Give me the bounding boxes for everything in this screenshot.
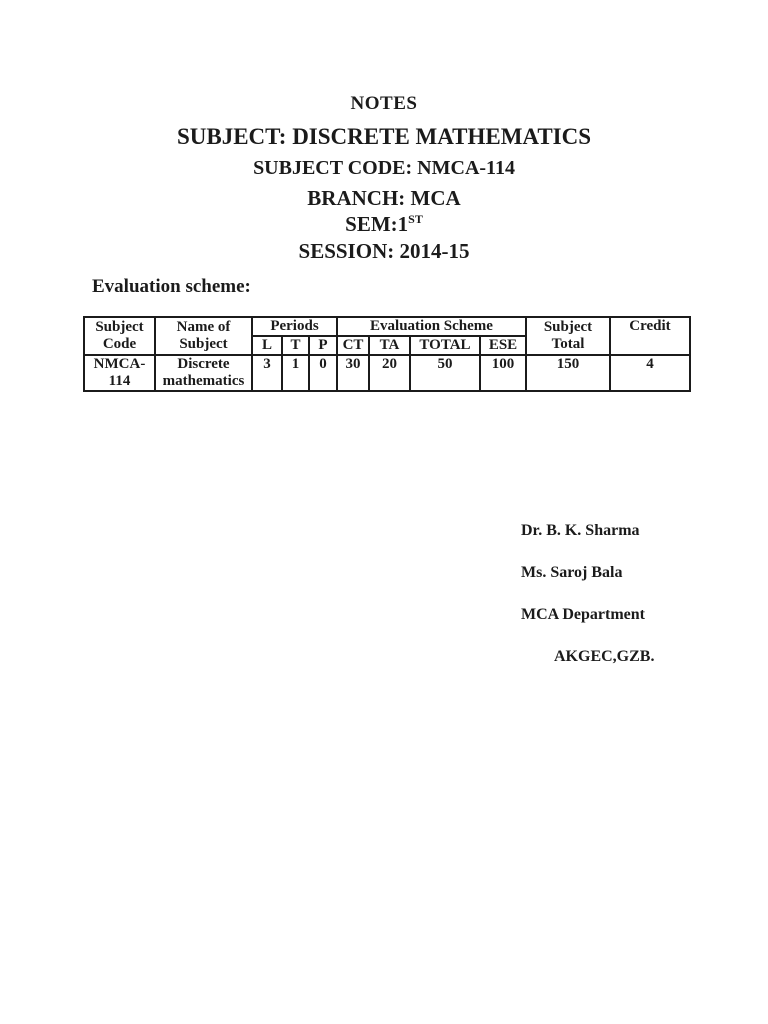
cell-l: 3 — [252, 355, 282, 391]
semester-text: SEM:1 — [345, 212, 409, 236]
evaluation-scheme-heading: Evaluation scheme: — [92, 276, 251, 297]
signature-line-author-2: Ms. Saroj Bala — [521, 564, 623, 581]
col-header-ese: ESE — [480, 336, 526, 355]
col-header-name-of-subject: Name of Subject — [155, 317, 252, 355]
signature-line-author-1: Dr. B. K. Sharma — [521, 522, 640, 539]
cell-p: 0 — [309, 355, 337, 391]
col-header-ct: CT — [337, 336, 369, 355]
col-header-evaluation-scheme: Evaluation Scheme — [337, 317, 526, 336]
col-header-subject-code: Subject Code — [84, 317, 155, 355]
col-header-t: T — [282, 336, 309, 355]
col-header-subject-total: Subject Total — [526, 317, 610, 355]
col-header-l: L — [252, 336, 282, 355]
semester-ordinal-superscript: ST — [408, 212, 423, 226]
cell-ese: 100 — [480, 355, 526, 391]
signature-line-institute: AKGEC,GZB. — [554, 648, 655, 665]
semester-heading — [0, 212, 768, 237]
cell-name-of-subject: Discrete mathematics — [155, 355, 252, 391]
col-header-p: P — [309, 336, 337, 355]
subject-code-heading: SUBJECT CODE: NMCA-114 — [253, 157, 515, 179]
col-header-ta: TA — [369, 336, 410, 355]
cell-subject-total: 150 — [526, 355, 610, 391]
cell-ct: 30 — [337, 355, 369, 391]
signature-block — [521, 520, 654, 688]
cell-ta: 20 — [369, 355, 410, 391]
subject-heading: SUBJECT: DISCRETE MATHEMATICS — [176, 124, 592, 149]
cell-t: 1 — [282, 355, 309, 391]
col-header-total: TOTAL — [410, 336, 480, 355]
signature-line-department: MCA Department — [521, 606, 645, 623]
table-header-row-1 — [84, 317, 690, 336]
table-row — [84, 355, 690, 391]
col-header-credit: Credit — [610, 317, 690, 355]
doc-title: NOTES — [350, 93, 418, 114]
cell-credit: 4 — [610, 355, 690, 391]
branch-heading: BRANCH: MCA — [307, 186, 461, 210]
evaluation-scheme-table — [83, 316, 691, 392]
session-heading: SESSION: 2014-15 — [298, 239, 470, 263]
cell-subject-code: NMCA-114 — [84, 355, 155, 391]
col-header-periods: Periods — [252, 317, 337, 336]
cell-total: 50 — [410, 355, 480, 391]
